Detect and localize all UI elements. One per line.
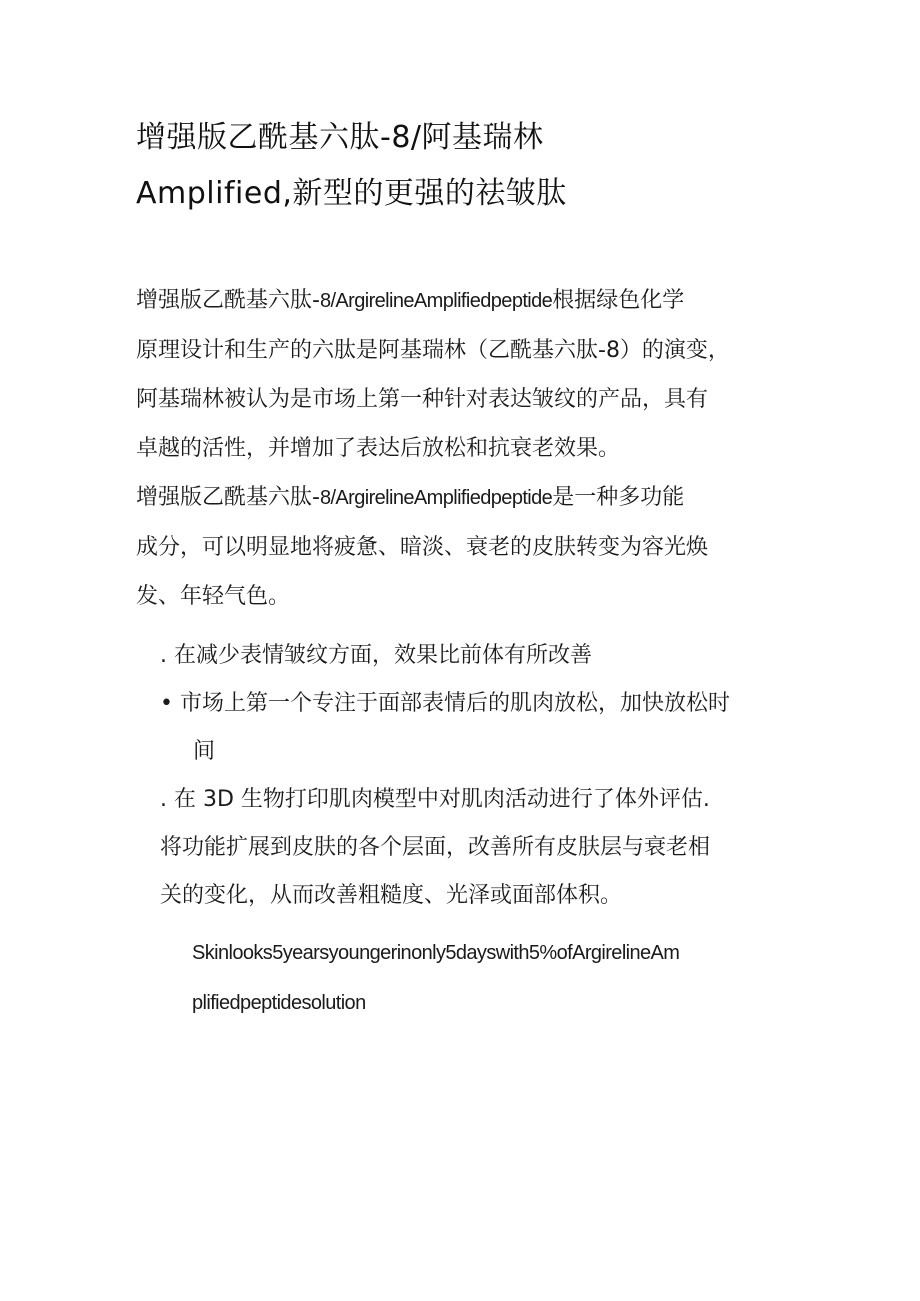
english-claim-line-1: Skinlooks5yearsyoungerinonly5dayswith5%ofArgirelineAm	[192, 942, 680, 964]
benefits-list	[160, 632, 800, 920]
english-claim-line-2: plifiedpeptidesolution	[192, 992, 366, 1014]
function-line-2: 成分，可以明显地将疲惫、暗淡、衰老的皮肤转变为容光焕	[136, 535, 709, 560]
title-line-2: Amplified,新型的更强的祛皱肽	[136, 176, 567, 211]
function-line-3: 发、年轻气色。	[136, 584, 291, 609]
intro-line-1-start: 增强版乙酰基六肽-	[136, 288, 320, 313]
function-line-1-latin: 8/ArgirelineAmplifiedpeptide	[319, 487, 553, 509]
intro-line-2: 原理设计和生产的六肽是阿基瑞林（乙酰基六肽-8）的演变，	[136, 338, 730, 363]
english-claim	[192, 928, 792, 1028]
list-item: . 在减少表情皱纹方面，效果比前体有所改善	[160, 643, 592, 668]
intro-line-1-end: 根据绿色化学	[552, 288, 685, 313]
list-item-continuation: 间	[193, 739, 216, 764]
intro-line-1-latin: 8/ArgirelineAmplifiedpeptide	[319, 290, 553, 312]
list-item: . 在 3D 生物打印肌肉模型中对肌肉活动进行了体外评估.	[160, 787, 710, 812]
function-line-1-start: 增强版乙酰基六肽-	[136, 485, 320, 510]
intro-line-4: 卓越的活性，并增加了表达后放松和抗衰老效果。	[136, 436, 621, 461]
function-line-1-end: 是一种多功能	[552, 485, 685, 510]
list-item: • 市场上第一个专注于面部表情后的肌肉放松，加快放松时	[160, 691, 730, 716]
document-title	[136, 110, 836, 222]
intro-paragraph	[136, 276, 796, 473]
intro-line-1	[136, 276, 796, 326]
intro-line-3: 阿基瑞林被认为是市场上第一种针对表达皱纹的产品，具有	[136, 387, 709, 412]
function-line-1	[136, 473, 796, 523]
function-paragraph	[136, 473, 796, 621]
list-item-continuation: 关的变化，从而改善粗糙度、光泽或面部体积。	[160, 883, 623, 908]
list-item: 将功能扩展到皮肤的各个层面，改善所有皮肤层与衰老相	[160, 835, 711, 860]
title-line-1: 增强版乙酰基六肽-8/阿基瑞林	[136, 120, 544, 155]
